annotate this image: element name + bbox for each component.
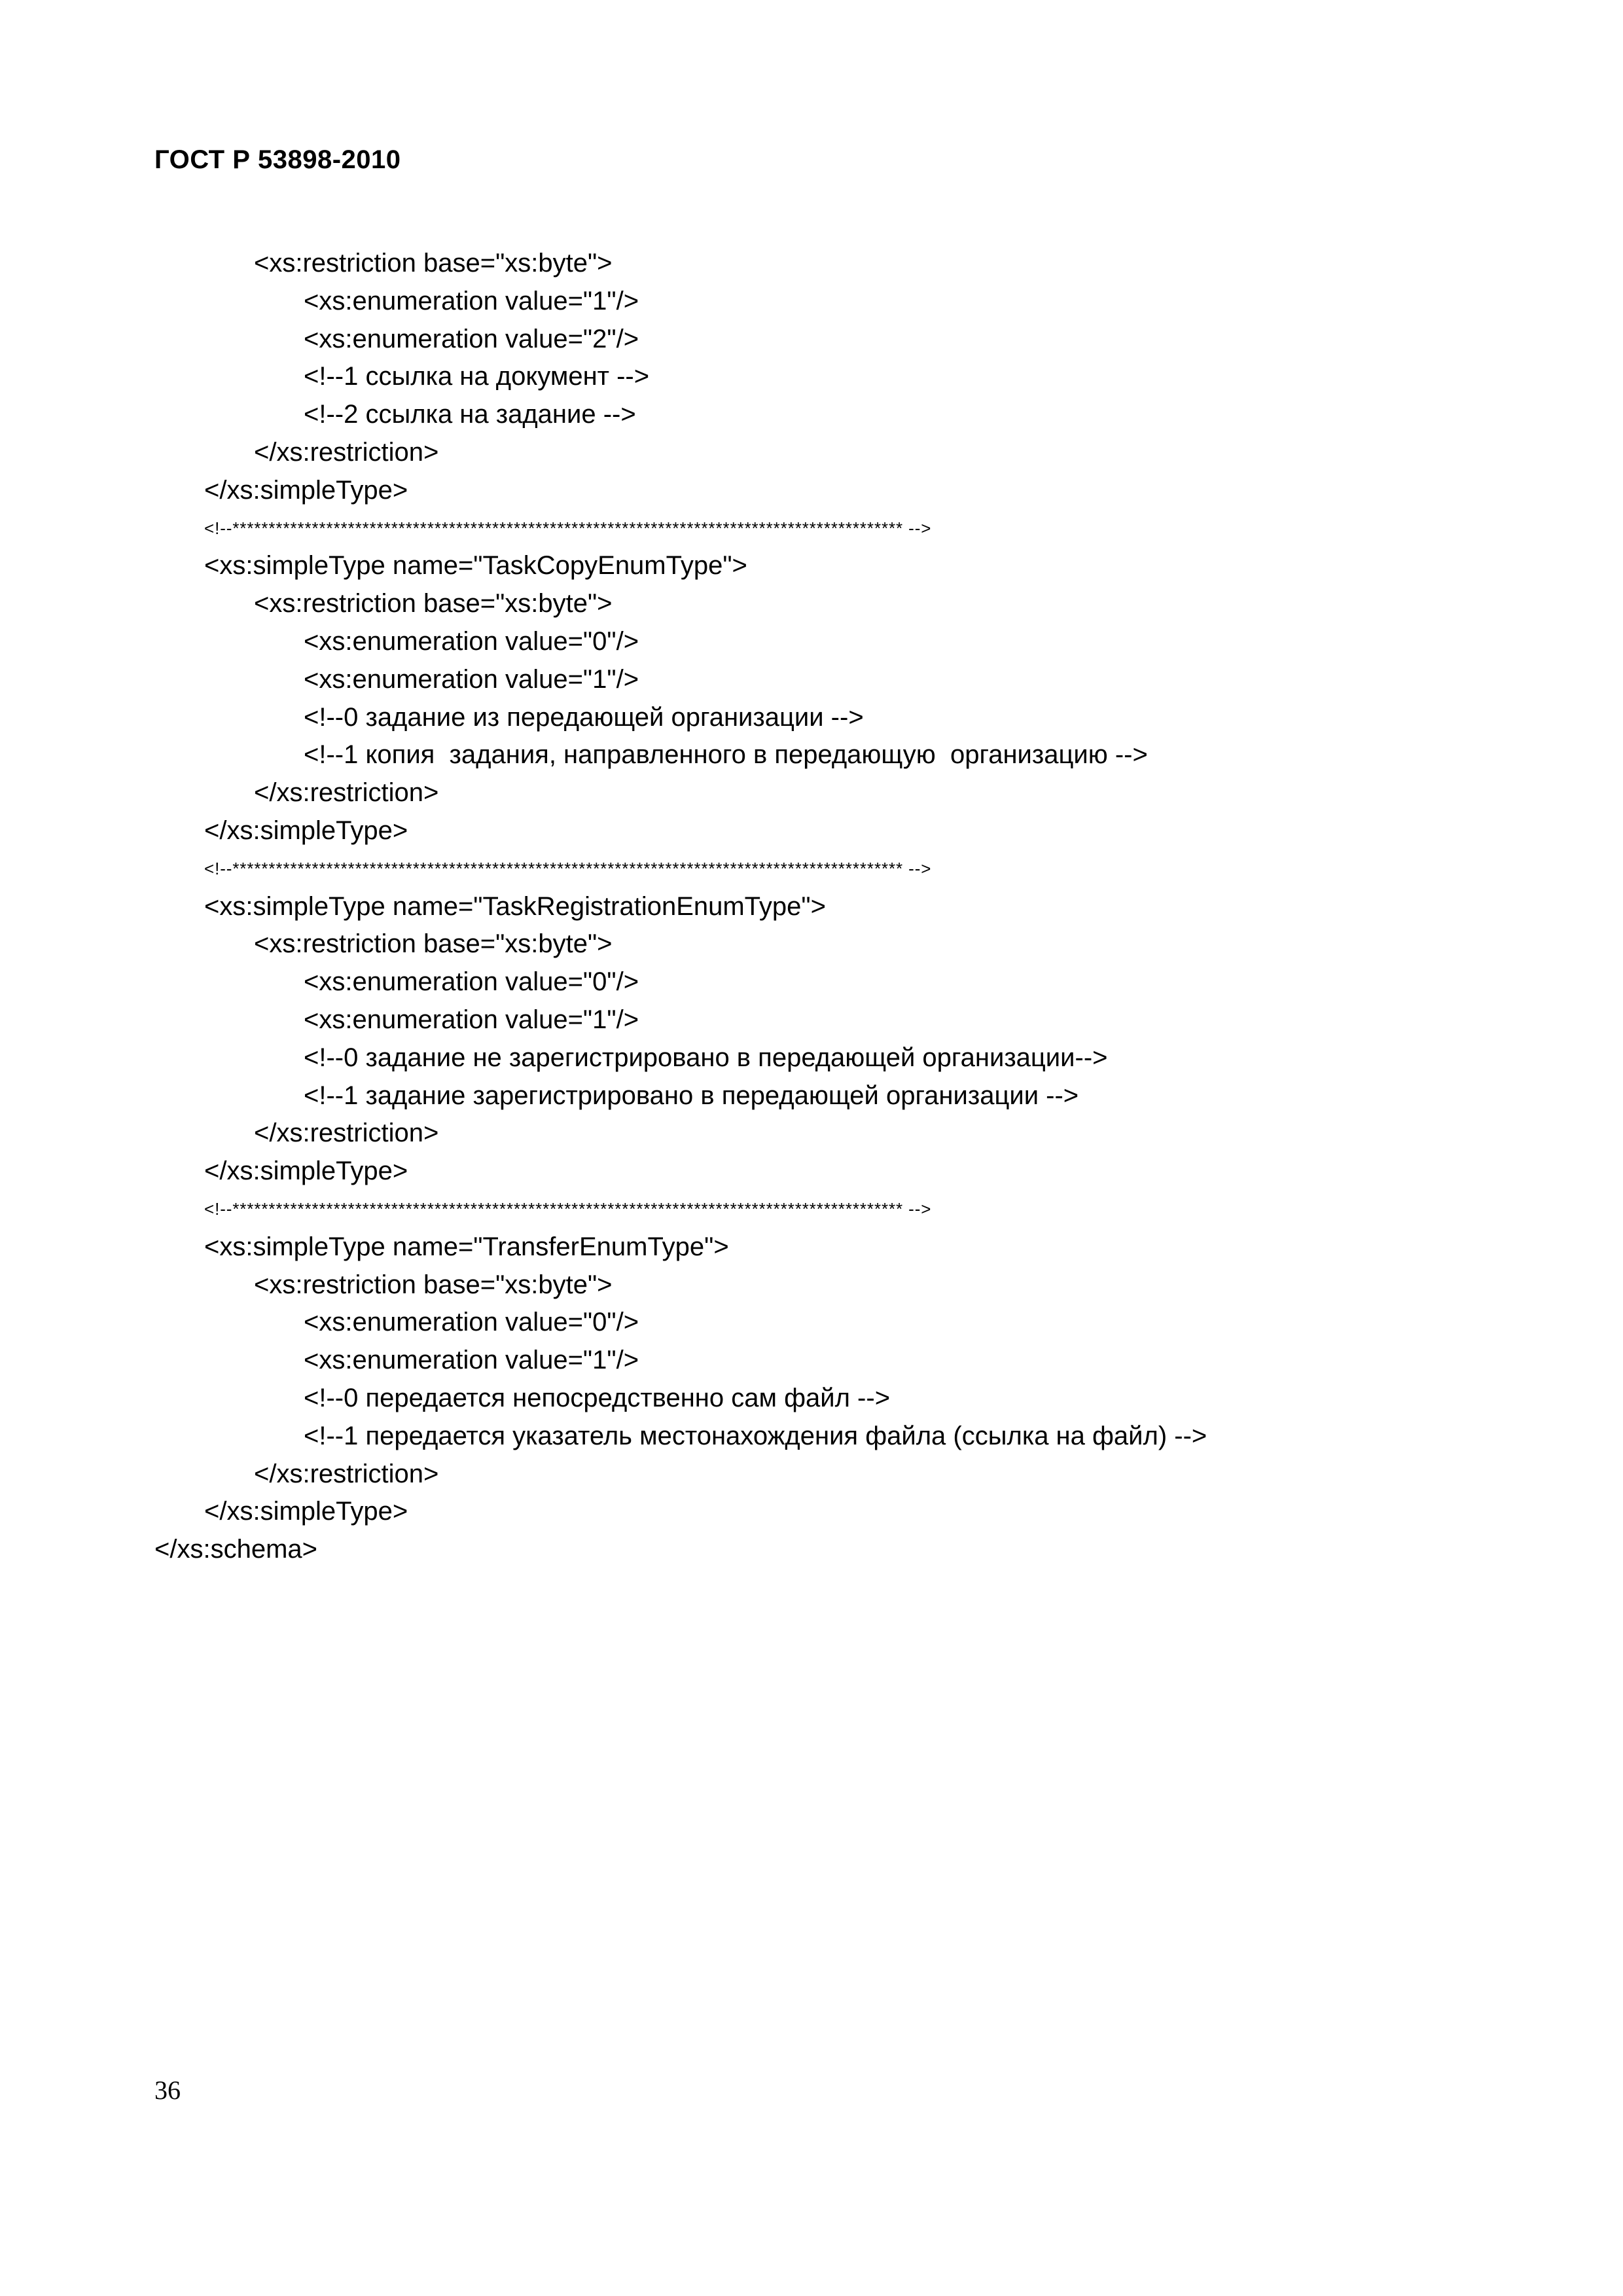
code-line: <xs:restriction base="xs:byte"> <box>254 249 613 278</box>
separator-comment-line: <!--********************************************************************************************* --> <box>204 1198 932 1219</box>
code-line: </xs:schema> <box>154 1535 318 1564</box>
document-header: ГОСТ Р 53898-2010 <box>154 145 401 174</box>
code-line: <xs:restriction base="xs:byte"> <box>254 929 613 959</box>
code-line: <xs:simpleType name="TransferEnumType"> <box>204 1232 729 1261</box>
code-line: <xs:enumeration value="1"/> <box>304 664 639 694</box>
code-line: <!--2 ссылка на задание --> <box>304 400 636 429</box>
code-line: <xs:enumeration value="0"/> <box>304 626 639 656</box>
code-line: </xs:restriction> <box>254 1119 439 1148</box>
code-line: <!--1 ссылка на документ --> <box>304 362 650 391</box>
code-line: <!--1 передается указатель местонахождения файла (ссылка на файл) --> <box>304 1421 1207 1450</box>
code-line: </xs:simpleType> <box>204 1157 408 1186</box>
code-line: <xs:enumeration value="2"/> <box>304 324 639 353</box>
code-line: <!--0 задание из передающей организации --> <box>304 702 864 732</box>
code-line: <xs:enumeration value="0"/> <box>304 967 639 997</box>
code-line: <!--0 задание не зарегистрировано в передающей организации--> <box>304 1043 1108 1072</box>
code-line: </xs:restriction> <box>254 437 439 467</box>
code-line: <!--1 задание зарегистрировано в передающей организации --> <box>304 1081 1079 1110</box>
code-line: <!--1 копия задания, направленного в передающую организацию --> <box>304 740 1148 770</box>
code-line: </xs:simpleType> <box>204 475 408 505</box>
code-line: </xs:restriction> <box>254 778 439 808</box>
code-line: </xs:simpleType> <box>204 1497 408 1526</box>
code-line: </xs:simpleType> <box>204 816 408 845</box>
code-line: <xs:enumeration value="1"/> <box>304 1005 639 1034</box>
code-line: <xs:restriction base="xs:byte"> <box>254 1270 613 1299</box>
separator-comment-line: <!--********************************************************************************************* --> <box>204 518 932 538</box>
code-line: <xs:restriction base="xs:byte"> <box>254 589 613 619</box>
page-number: 36 <box>154 2075 181 2105</box>
code-line: <!--0 передается непосредственно сам файл --> <box>304 1383 891 1412</box>
code-line: </xs:restriction> <box>254 1459 439 1488</box>
code-line: <xs:enumeration value="0"/> <box>304 1308 639 1337</box>
xml-code-block <box>154 245 1529 1569</box>
code-line: <xs:simpleType name="TaskRegistrationEnumType"> <box>204 891 826 921</box>
code-line: <xs:enumeration value="1"/> <box>304 286 639 315</box>
separator-comment-line: <!--********************************************************************************************* --> <box>204 858 932 878</box>
code-line: <xs:simpleType name="TaskCopyEnumType"> <box>204 551 747 581</box>
code-line: <xs:enumeration value="1"/> <box>304 1346 639 1375</box>
